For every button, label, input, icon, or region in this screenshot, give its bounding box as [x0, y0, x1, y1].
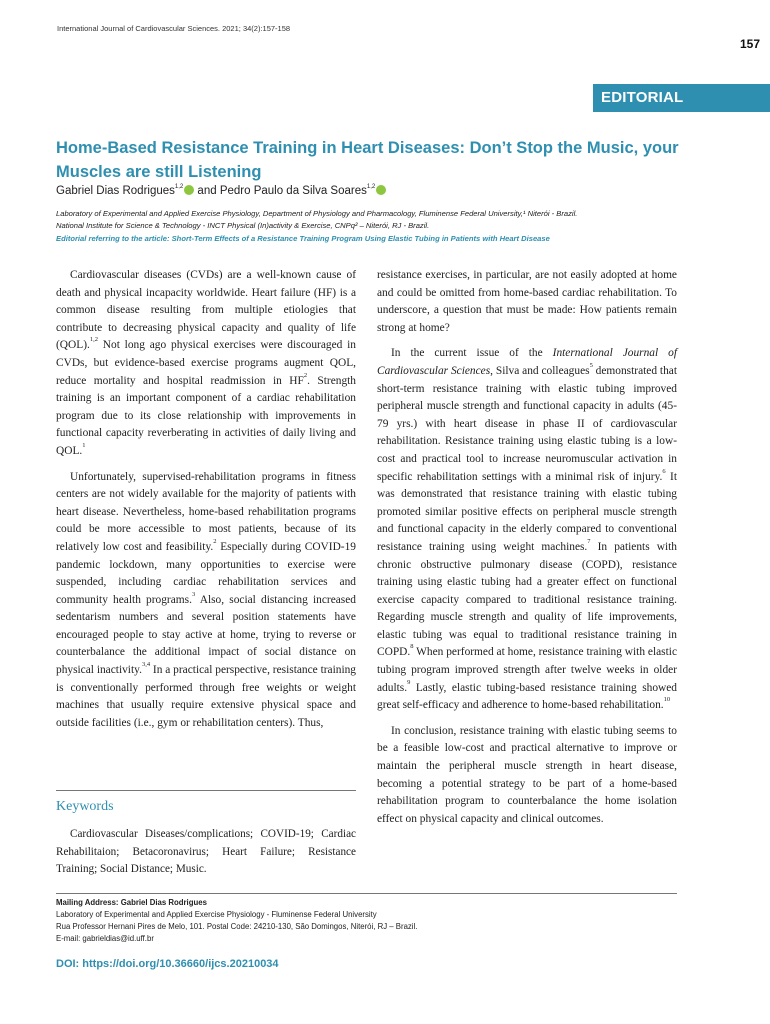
author-affiliation-mark: 1,2 — [174, 184, 184, 190]
citation-reference[interactable]: 7 — [587, 537, 591, 545]
right-column — [377, 267, 677, 836]
body-paragraph: resistance exercises, in particular, are not easily adopted at home and could be omitted from home-based cardiac rehabilitation. To underscore, a question that must be made: How patients remain strong at home? — [377, 269, 677, 334]
doi-link[interactable]: DOI: https://doi.org/10.36660/ijcs.20210034 — [56, 958, 279, 970]
author-affiliation-mark: 1,2 — [366, 184, 376, 190]
body-paragraph: Cardiovascular diseases (CVDs) are a well-known cause of death and physical incapacity worldwide. Heart failure (HF) is a common disease resulting from multiple etiologies that contribute to decreasing physical capacity and quality of life (QOL).$^{1,2}$ Not long ago physical exercises were discouraged in CVDs, but evidence-based exercise programs augment QOL, reduce mortality and hospital readmission in HF$^2$. Strength training is an important component of a cardiac rehabilitation program due to its close relationship with improvements in functional capacity reverberating in activities of daily living and QOL.$^1$ — [56, 269, 356, 457]
left-column — [56, 267, 356, 740]
referring-article-link[interactable]: Editorial referring to the article: Short-Term Effects of a Resistance Training Program Using Elastic Tubing in Patients with Heart Disease — [56, 234, 550, 243]
author-line — [56, 185, 386, 197]
citation-reference[interactable]: 1,2 — [89, 336, 98, 344]
citation-reference[interactable]: 5 — [589, 361, 593, 369]
citation-reference[interactable]: 9 — [407, 678, 411, 686]
body-paragraph: In conclusion, resistance training with elastic tubing seems to be a feasible low-cost and practical alternative to improve or maintain the peripheral muscle strength in heart disease, becoming a potential strategy to be part of a home-based rehabilitation program to counterbalance the home isolation effect on physical capacity and clinical outcomes. — [377, 724, 677, 825]
citation-reference[interactable]: 10 — [663, 696, 671, 704]
article-title: Home-Based Resistance Training in Heart Diseases: Don’t Stop the Music, your Muscles are still Listening — [56, 139, 679, 181]
citation-reference[interactable]: 2 — [213, 537, 217, 545]
author-name[interactable]: Gabriel Dias Rodrigues — [56, 185, 175, 197]
affiliation-line: Laboratory of Experimental and Applied Exercise Physiology, Department of Physiology and Pharmacology, Fluminense Federal University,¹ Niterói - Brazil. — [56, 209, 578, 218]
journal-reference: International Journal of Cardiovascular Sciences. 2021; 34(2):157-158 — [57, 24, 291, 33]
mailing-address-line: Rua Professor Hernani Pires de Melo, 101. Postal Code: 24210-130, São Domingos, Niterói, RJ – Brazil. — [56, 922, 418, 931]
mailing-email[interactable]: E-mail: gabrieldias@id.uff.br — [56, 934, 154, 943]
mailing-address-title: Mailing Address: Gabriel Dias Rodrigues — [56, 898, 207, 907]
divider — [56, 790, 356, 791]
author-conjunction: and — [194, 185, 220, 197]
orcid-icon[interactable] — [376, 185, 386, 195]
citation-reference[interactable]: 6 — [662, 467, 666, 475]
orcid-icon[interactable] — [184, 185, 194, 195]
citation-reference[interactable]: 1 — [82, 441, 86, 449]
mailing-address — [56, 897, 417, 945]
body-paragraph: Unfortunately, supervised-rehabilitation programs in fitness centers are not widely available for the majority of patients with heart disease. Nevertheless, home-based rehabilitation programs could be more accessible to most patients, because of its relatively low cost and feasibility.$^2$ Especially during COVID-19 pandemic lockdown, many opportunities to exercise were suspended, including cardiac rehabilitation services and community health programs.$^3$ Also, social distancing increased sedentarism numbers and several position statements have encouraged people to stay active at home, trying to reverse or counterbalance the additional impact of social distance on physical inactivity.$^{3,4}$ In a practical perspective, resistance training is conventionally performed through free weights or weight machines that usually require extensive physical space and outside facilities (i.e., gym or rehabilitation centers). Thus, — [56, 470, 357, 729]
citation-reference[interactable]: 3 — [191, 590, 196, 598]
section-label-editorial: EDITORIAL — [593, 84, 770, 112]
keywords-heading: Keywords — [56, 799, 114, 814]
keywords-text: Cardiovascular Diseases/complications; COVID-19; Cardiac Rehabilitaion; Betacoronavirus; Heart Failure; Resistance Training; Social Distance; Music. — [56, 828, 356, 876]
citation-reference[interactable]: 3,4 — [141, 661, 151, 669]
body-paragraph: In the current issue of the International Journal of Cardiovascular Sciences, Silva and colleagues$^5$ demonstrated that short-term resistance training with elastic tubing improved peripheral muscle strength and functional capacity in adults (45-79 yrs.) with heart disease in phase II of cardiovascular rehabilitation. Resistance training using elastic tubing is a low-cost and practical tool to increase neuromuscular activation in specific rehabilitation settings with a minimal risk of injury.$^6$ It was demonstrated that resistance training with elastic tubing promoted similar positive effects on peripheral muscle strength and functional capacity in the elderly compared to conventional resistance training using weight machines.$^7$ In patients with chronic obstructive pulmonary disease (COPD), resistance training using elastic tubing had a greater effect on functional exercise capacity compared to traditional resistance training. Regarding muscle strength and quality of life improvements, elastic tubing was equal to traditional resistance training in COPD.$^8$ When performed at home, resistance training with elastic tubing program improved strength after twelve weeks in older adults.$^9$ Lastly, elastic tubing-based resistance training showed great self-efficacy and adherence to home-based rehabilitation.$^{10}$ — [377, 347, 677, 712]
citation-reference[interactable]: 8 — [410, 643, 414, 651]
citation-reference[interactable]: 2 — [303, 371, 308, 379]
author-name[interactable]: Pedro Paulo da Silva Soares — [219, 185, 367, 197]
mailing-address-line: Laboratory of Experimental and Applied Exercise Physiology - Fluminense Federal University — [56, 910, 377, 919]
affiliation-line: National Institute for Science & Technology - INCT Physical (In)activity & Exercise, CNPq² – Niterói, RJ - Brazil. — [56, 221, 430, 230]
divider — [56, 893, 677, 894]
page-number: 157 — [739, 37, 760, 51]
journal-name: International Journal of Cardiovascular Sciences — [377, 347, 677, 377]
